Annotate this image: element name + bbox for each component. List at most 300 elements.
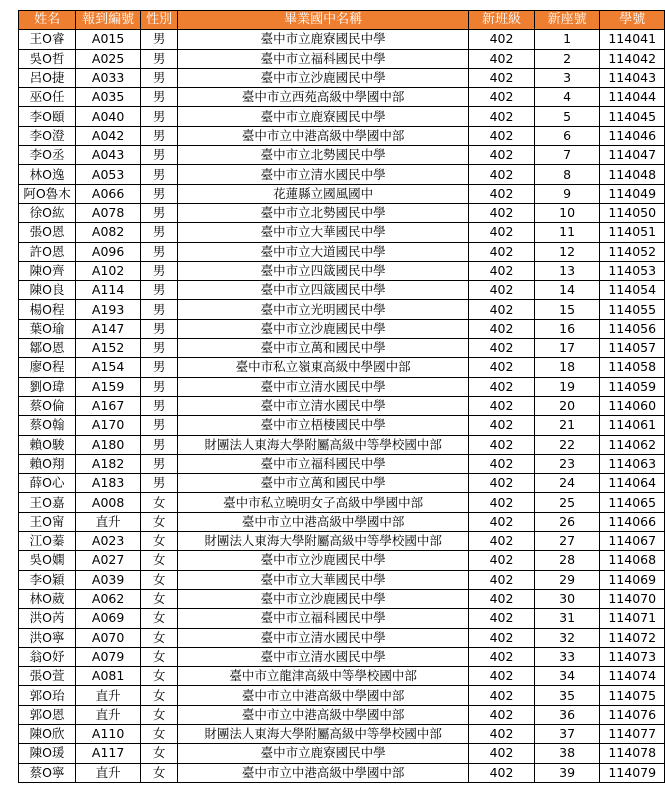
registration-id-cell: A033 [76,68,141,87]
class-cell: 402 [469,744,535,763]
class-cell: 402 [469,763,535,782]
table-row [19,744,665,763]
school-cell: 臺中市立中港高級中學國中部 [178,126,469,145]
gender-cell: 男 [141,300,178,319]
class-cell: 402 [469,454,535,473]
registration-id-cell: A035 [76,88,141,107]
seat-number-cell: 15 [534,300,600,319]
class-cell: 402 [469,686,535,705]
school-cell: 臺中市立沙鹿國民中學 [178,68,469,87]
table-row [19,300,665,319]
registration-id-cell: A183 [76,474,141,493]
seat-number-cell: 20 [534,396,600,415]
gender-cell: 男 [141,358,178,377]
school-cell: 臺中市立清水國民中學 [178,628,469,647]
student-id-cell: 114051 [600,223,665,242]
gender-cell: 女 [141,647,178,666]
student-name-cell: 林O葳 [19,589,76,608]
gender-cell: 女 [141,493,178,512]
student-name-cell: 郭O珆 [19,686,76,705]
class-cell: 402 [469,512,535,531]
class-cell: 402 [469,261,535,280]
registration-id-cell: A147 [76,319,141,338]
class-cell: 402 [469,184,535,203]
student-id-cell: 114046 [600,126,665,145]
gender-cell: 男 [141,49,178,68]
registration-id-cell: 直升 [76,763,141,782]
student-id-cell: 114078 [600,744,665,763]
class-cell: 402 [469,667,535,686]
school-cell: 臺中市立大道國民中學 [178,242,469,261]
student-id-cell: 114063 [600,454,665,473]
student-id-cell: 114048 [600,165,665,184]
student-name-cell: 王O睿 [19,30,76,49]
seat-number-cell: 4 [534,88,600,107]
student-id-cell: 114076 [600,705,665,724]
student-name-cell: 林O逸 [19,165,76,184]
student-name-cell: 洪O芮 [19,609,76,628]
school-cell: 臺中市立大華國民中學 [178,570,469,589]
student-id-cell: 114056 [600,319,665,338]
table-row [19,203,665,222]
class-cell: 402 [469,570,535,589]
gender-cell: 男 [141,435,178,454]
registration-id-cell: 直升 [76,512,141,531]
seat-number-cell: 10 [534,203,600,222]
seat-number-cell: 39 [534,763,600,782]
student-name-cell: 王O嘉 [19,493,76,512]
table-row [19,49,665,68]
seat-number-cell: 24 [534,474,600,493]
student-id-cell: 114071 [600,609,665,628]
table-row [19,339,665,358]
student-name-cell: 阿O魯木 [19,184,76,203]
table-row [19,647,665,666]
seat-number-cell: 32 [534,628,600,647]
registration-id-cell: A170 [76,416,141,435]
student-name-cell: 陳O欣 [19,724,76,743]
gender-cell: 女 [141,551,178,570]
gender-cell: 男 [141,242,178,261]
student-name-cell: 陳O齊 [19,261,76,280]
school-cell: 臺中市立中港高級中學國中部 [178,686,469,705]
school-cell: 臺中市立四箴國民中學 [178,261,469,280]
student-name-cell: 許O恩 [19,242,76,261]
student-id-cell: 114069 [600,570,665,589]
registration-id-cell: A082 [76,223,141,242]
registration-id-cell: A042 [76,126,141,145]
school-cell: 臺中市立光明國民中學 [178,300,469,319]
class-cell: 402 [469,223,535,242]
seat-number-cell: 22 [534,435,600,454]
seat-number-cell: 18 [534,358,600,377]
gender-cell: 男 [141,107,178,126]
registration-id-cell: A008 [76,493,141,512]
table-row [19,435,665,454]
student-name-cell: 劉O瑋 [19,377,76,396]
student-id-cell: 114058 [600,358,665,377]
student-name-cell: 張O萱 [19,667,76,686]
seat-number-cell: 3 [534,68,600,87]
student-name-cell: 李O丞 [19,146,76,165]
gender-cell: 男 [141,281,178,300]
table-row [19,184,665,203]
seat-number-cell: 11 [534,223,600,242]
class-cell: 402 [469,281,535,300]
gender-cell: 男 [141,339,178,358]
registration-id-cell: A078 [76,203,141,222]
student-name-cell: 洪O寧 [19,628,76,647]
class-cell: 402 [469,724,535,743]
registration-id-cell: A040 [76,107,141,126]
student-id-cell: 114045 [600,107,665,126]
school-cell: 臺中市立福科國民中學 [178,609,469,628]
gender-cell: 女 [141,532,178,551]
student-id-cell: 114055 [600,300,665,319]
school-cell: 臺中市立大華國民中學 [178,223,469,242]
student-name-cell: 陳O瑗 [19,744,76,763]
registration-id-cell: A025 [76,49,141,68]
gender-cell: 男 [141,474,178,493]
school-cell: 臺中市立鹿寮國民中學 [178,107,469,126]
school-cell: 花蓮縣立國風國中 [178,184,469,203]
table-row [19,242,665,261]
school-cell: 財團法人東海大學附屬高級中等學校國中部 [178,724,469,743]
registration-id-cell: A069 [76,609,141,628]
table-row [19,724,665,743]
registration-id-cell: A154 [76,358,141,377]
class-cell: 402 [469,628,535,647]
registration-id-cell: A114 [76,281,141,300]
student-id-cell: 114062 [600,435,665,454]
gender-cell: 女 [141,609,178,628]
class-cell: 402 [469,589,535,608]
seat-number-cell: 29 [534,570,600,589]
gender-cell: 男 [141,377,178,396]
table-row [19,223,665,242]
table-row [19,396,665,415]
gender-cell: 男 [141,165,178,184]
class-cell: 402 [469,49,535,68]
student-id-cell: 114059 [600,377,665,396]
table-row [19,551,665,570]
registration-id-cell: A159 [76,377,141,396]
student-name-cell: 張O恩 [19,223,76,242]
registration-id-cell: A182 [76,454,141,473]
header-graduated-school: 畢業國中名稱 [178,11,469,30]
table-row [19,165,665,184]
registration-id-cell: A043 [76,146,141,165]
gender-cell: 女 [141,686,178,705]
class-cell: 402 [469,358,535,377]
header-new-seat-number: 新座號 [534,11,600,30]
class-cell: 402 [469,609,535,628]
registration-id-cell: A102 [76,261,141,280]
student-name-cell: 楊O程 [19,300,76,319]
school-cell: 臺中市私立嶺東高級中學國中部 [178,358,469,377]
class-cell: 402 [469,146,535,165]
student-name-cell: 薛O心 [19,474,76,493]
seat-number-cell: 23 [534,454,600,473]
student-id-cell: 114061 [600,416,665,435]
registration-id-cell: A070 [76,628,141,647]
table-row [19,261,665,280]
school-cell: 臺中市立萬和國民中學 [178,339,469,358]
class-cell: 402 [469,88,535,107]
student-name-cell: 廖O程 [19,358,76,377]
school-cell: 臺中市立清水國民中學 [178,396,469,415]
seat-number-cell: 13 [534,261,600,280]
school-cell: 臺中市立清水國民中學 [178,377,469,396]
registration-id-cell: 直升 [76,686,141,705]
student-name-cell: 賴O駿 [19,435,76,454]
gender-cell: 男 [141,30,178,49]
class-cell: 402 [469,532,535,551]
gender-cell: 男 [141,88,178,107]
class-cell: 402 [469,416,535,435]
registration-id-cell: A096 [76,242,141,261]
student-roster-table [18,10,665,783]
student-id-cell: 114066 [600,512,665,531]
registration-id-cell: A066 [76,184,141,203]
gender-cell: 女 [141,744,178,763]
header-student-id: 學號 [600,11,665,30]
school-cell: 臺中市立中港高級中學國中部 [178,512,469,531]
table-row [19,377,665,396]
student-name-cell: 徐O紘 [19,203,76,222]
student-id-cell: 114072 [600,628,665,647]
seat-number-cell: 5 [534,107,600,126]
student-name-cell: 蔡O倫 [19,396,76,415]
student-name-cell: 鄒O恩 [19,339,76,358]
school-cell: 臺中市立四箴國民中學 [178,281,469,300]
school-cell: 臺中市立福科國民中學 [178,454,469,473]
student-id-cell: 114074 [600,667,665,686]
school-cell: 臺中市立沙鹿國民中學 [178,319,469,338]
class-cell: 402 [469,435,535,454]
school-cell: 臺中市立中港高級中學國中部 [178,763,469,782]
student-id-cell: 114043 [600,68,665,87]
school-cell: 臺中市立鹿寮國民中學 [178,744,469,763]
registration-id-cell: 直升 [76,705,141,724]
student-id-cell: 114052 [600,242,665,261]
student-id-cell: 114057 [600,339,665,358]
seat-number-cell: 16 [534,319,600,338]
student-name-cell: 李O頤 [19,107,76,126]
gender-cell: 女 [141,589,178,608]
class-cell: 402 [469,551,535,570]
seat-number-cell: 26 [534,512,600,531]
student-id-cell: 114047 [600,146,665,165]
student-id-cell: 114068 [600,551,665,570]
registration-id-cell: A081 [76,667,141,686]
header-gender: 性別 [141,11,178,30]
class-cell: 402 [469,705,535,724]
seat-number-cell: 1 [534,30,600,49]
header-name: 姓名 [19,11,76,30]
gender-cell: 男 [141,396,178,415]
class-cell: 402 [469,647,535,666]
registration-id-cell: A167 [76,396,141,415]
registration-id-cell: A117 [76,744,141,763]
student-id-cell: 114073 [600,647,665,666]
seat-number-cell: 17 [534,339,600,358]
gender-cell: 男 [141,223,178,242]
gender-cell: 男 [141,184,178,203]
table-row [19,68,665,87]
table-row [19,493,665,512]
school-cell: 臺中市立福科國民中學 [178,49,469,68]
student-name-cell: 蔡O寧 [19,763,76,782]
school-cell: 臺中市立萬和國民中學 [178,474,469,493]
seat-number-cell: 7 [534,146,600,165]
header-new-class: 新班級 [469,11,535,30]
seat-number-cell: 28 [534,551,600,570]
gender-cell: 男 [141,454,178,473]
registration-id-cell: A180 [76,435,141,454]
seat-number-cell: 2 [534,49,600,68]
registration-id-cell: A027 [76,551,141,570]
gender-cell: 女 [141,724,178,743]
table-row [19,146,665,165]
class-cell: 402 [469,377,535,396]
student-name-cell: 呂O捷 [19,68,76,87]
student-id-cell: 114065 [600,493,665,512]
gender-cell: 男 [141,261,178,280]
school-cell: 臺中市立龍津高級中等學校國中部 [178,667,469,686]
school-cell: 臺中市立清水國民中學 [178,647,469,666]
table-row [19,474,665,493]
seat-number-cell: 38 [534,744,600,763]
student-name-cell: 李O穎 [19,570,76,589]
registration-id-cell: A039 [76,570,141,589]
table-row [19,512,665,531]
registration-id-cell: A015 [76,30,141,49]
student-name-cell: 吳O嫻 [19,551,76,570]
table-row [19,281,665,300]
table-row [19,763,665,782]
table-row [19,30,665,49]
gender-cell: 女 [141,628,178,647]
student-id-cell: 114064 [600,474,665,493]
school-cell: 臺中市立梧棲國民中學 [178,416,469,435]
registration-id-cell: A193 [76,300,141,319]
student-name-cell: 郭O恩 [19,705,76,724]
student-name-cell: 巫O任 [19,88,76,107]
student-id-cell: 114044 [600,88,665,107]
seat-number-cell: 6 [534,126,600,145]
registration-id-cell: A053 [76,165,141,184]
registration-id-cell: A110 [76,724,141,743]
student-name-cell: 蔡O翰 [19,416,76,435]
school-cell: 臺中市私立曉明女子高級中學國中部 [178,493,469,512]
student-id-cell: 114053 [600,261,665,280]
school-cell: 臺中市立鹿寮國民中學 [178,30,469,49]
student-name-cell: 葉O瑜 [19,319,76,338]
class-cell: 402 [469,165,535,184]
school-cell: 臺中市立北勢國民中學 [178,203,469,222]
table-row [19,454,665,473]
school-cell: 財團法人東海大學附屬高級中等學校國中部 [178,435,469,454]
registration-id-cell: A062 [76,589,141,608]
seat-number-cell: 12 [534,242,600,261]
school-cell: 臺中市立沙鹿國民中學 [178,589,469,608]
table-row [19,667,665,686]
gender-cell: 女 [141,667,178,686]
seat-number-cell: 8 [534,165,600,184]
table-row [19,532,665,551]
seat-number-cell: 21 [534,416,600,435]
student-name-cell: 賴O翔 [19,454,76,473]
gender-cell: 女 [141,512,178,531]
class-cell: 402 [469,126,535,145]
seat-number-cell: 34 [534,667,600,686]
student-id-cell: 114042 [600,49,665,68]
school-cell: 臺中市立西苑高級中學國中部 [178,88,469,107]
seat-number-cell: 19 [534,377,600,396]
gender-cell: 男 [141,146,178,165]
registration-id-cell: A079 [76,647,141,666]
table-row [19,416,665,435]
student-id-cell: 114041 [600,30,665,49]
student-id-cell: 114079 [600,763,665,782]
seat-number-cell: 9 [534,184,600,203]
table-row [19,570,665,589]
gender-cell: 男 [141,68,178,87]
student-name-cell: 陳O良 [19,281,76,300]
seat-number-cell: 35 [534,686,600,705]
class-cell: 402 [469,339,535,358]
seat-number-cell: 14 [534,281,600,300]
student-id-cell: 114050 [600,203,665,222]
table-row [19,319,665,338]
school-cell: 財團法人東海大學附屬高級中等學校國中部 [178,532,469,551]
registration-id-cell: A023 [76,532,141,551]
gender-cell: 男 [141,126,178,145]
student-name-cell: 吳O哲 [19,49,76,68]
class-cell: 402 [469,396,535,415]
header-row [19,11,665,30]
seat-number-cell: 36 [534,705,600,724]
class-cell: 402 [469,68,535,87]
gender-cell: 男 [141,416,178,435]
table-row [19,705,665,724]
roster-body [19,30,665,783]
student-id-cell: 114077 [600,724,665,743]
student-id-cell: 114070 [600,589,665,608]
student-id-cell: 114054 [600,281,665,300]
gender-cell: 女 [141,570,178,589]
class-cell: 402 [469,300,535,319]
registration-id-cell: A152 [76,339,141,358]
class-cell: 402 [469,319,535,338]
student-id-cell: 114060 [600,396,665,415]
table-row [19,589,665,608]
header-registration-id: 報到編號 [76,11,141,30]
table-row [19,686,665,705]
seat-number-cell: 30 [534,589,600,608]
table-row [19,88,665,107]
class-cell: 402 [469,107,535,126]
student-name-cell: 李O澄 [19,126,76,145]
school-cell: 臺中市立中港高級中學國中部 [178,705,469,724]
seat-number-cell: 31 [534,609,600,628]
student-name-cell: 翁O妤 [19,647,76,666]
class-cell: 402 [469,242,535,261]
school-cell: 臺中市立沙鹿國民中學 [178,551,469,570]
seat-number-cell: 33 [534,647,600,666]
table-row [19,107,665,126]
